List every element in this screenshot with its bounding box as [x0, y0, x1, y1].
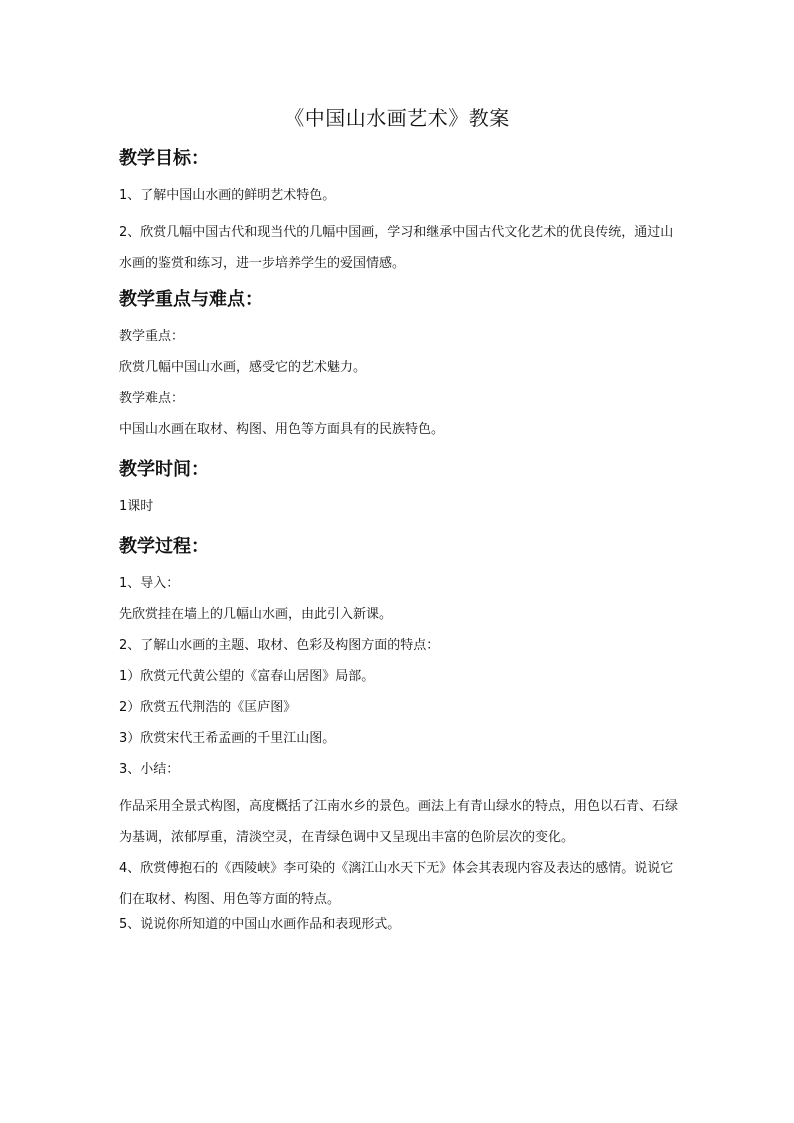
paragraph: 1）欣赏元代黄公望的《富春山居图》局部。	[119, 669, 375, 684]
paragraph: 1、了解中国山水画的鲜明艺术特色。	[119, 188, 336, 203]
document-title: 《中国山水画艺术》教案	[284, 106, 510, 130]
paragraph: 4、欣赏傅抱石的《西陵峡》李可染的《漓江山水天下无》体会其表现内容及表达的感情。说说它们在取材、构图、用色等方面的特点。	[119, 861, 674, 907]
section-key-points	[119, 286, 685, 451]
paragraph: 5、说说你所知道的中国山水画作品和表现形式。	[119, 917, 401, 932]
paragraph: 作品采用全景式构图，高度概括了江南水乡的景色。画法上有青山绿水的特点，用色以石青、石绿为基调，浓郁厚重，清淡空灵，在青绿色调中又呈现出丰富的色阶层次的变化。	[119, 799, 679, 845]
paragraph: 3、小结：	[119, 762, 180, 777]
paragraph: 教学难点：	[119, 391, 185, 406]
section-heading: 教学时间：	[119, 459, 209, 480]
section-heading: 教学重点与难点：	[119, 289, 263, 310]
paragraph: 1、导入：	[119, 576, 180, 591]
section-teaching-goals	[119, 145, 685, 279]
paragraph: 中国山水画在取材、构图、用色等方面具有的民族特色。	[119, 422, 445, 437]
paragraph: 教学重点：	[119, 329, 185, 344]
paragraph: 欣赏几幅中国山水画，感受它的艺术魅力。	[119, 360, 367, 375]
paragraph: 1课时	[119, 499, 154, 514]
section-heading: 教学目标：	[119, 148, 209, 169]
paragraph: 2、欣赏几幅中国古代和现当代的几幅中国画，学习和继承中国古代文化艺术的优良传统，通过山水画的鉴赏和练习，进一步培养学生的爱国情感。	[119, 225, 674, 271]
section-teaching-process	[119, 533, 685, 946]
paragraph: 3）欣赏宋代王希孟画的千里江山图。	[119, 731, 336, 746]
paragraph: 2）欣赏五代荆浩的《匡庐图》	[119, 700, 297, 715]
section-heading: 教学过程：	[119, 536, 209, 557]
paragraph: 2、了解山水画的主题、取材、色彩及构图方面的特点：	[119, 638, 440, 653]
paragraph: 先欣赏挂在墙上的几幅山水画，由此引入新课。	[119, 607, 393, 622]
document-body	[119, 145, 685, 946]
section-teaching-time	[119, 456, 685, 528]
